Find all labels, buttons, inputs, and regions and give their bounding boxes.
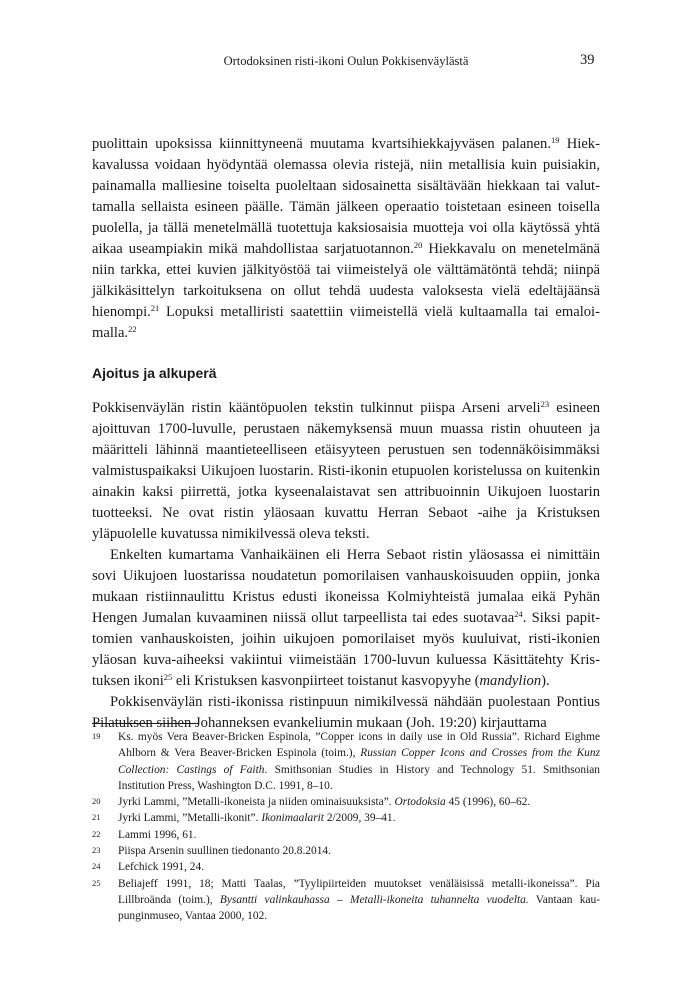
footnote-text (118, 810, 600, 826)
text: Hiekkavalussa voidaan hyödyntää olemassa olevia ristejä, niin metallisia kuin puisiakin, painamalla malliesine toiselta puoleltaan sidosainetta sisältävään hiekkaan tai valuttamalla sellaista esineen päälle. Tämän jälkeen operaatio toistetaan esineen toisella puolella, ja tällä menetelmällä tuotettuja kaksiosaisia muotteja voi olla käytössä yhtä aikaa useampiakin mikä mahdollistaa sarjatuotannon. (92, 136, 600, 257)
section-heading: Ajoitus ja alkuperä (92, 365, 217, 381)
body-paragraph (92, 545, 600, 692)
text: ). (541, 673, 550, 689)
text-italic: mandylion (479, 673, 542, 689)
footnote (92, 876, 600, 925)
footnote (92, 794, 600, 810)
body-paragraph-intro (92, 134, 600, 344)
footnote (92, 810, 600, 826)
footnote-ref[interactable]: 21 (150, 303, 160, 313)
footnote-ref[interactable]: 20 (413, 240, 423, 250)
footnotes (92, 729, 600, 925)
footnote-ref[interactable]: 25 (163, 672, 173, 682)
text: Pokkisenväylän ristin kääntöpuolen tekstin tulkinnut piispa Arseni arveli (92, 400, 541, 416)
text: . Siksi papittomien vanhauskoisten, joihin uikujoen pomorilaiset myös kuuluivat, risti-ikonien yläosan kuva-aiheeksi vakiintui viimeistään 1700-luvun kuluessa Käsittätehty Kristuksen ikoni (92, 610, 601, 689)
text: . Smithsonian Studies in History and Technology 51. Smithsonian Institution Press, Washington D.C. 1991, 8–10. (118, 763, 600, 792)
text: Ks. myös Vera Beaver-Bricken Espinola, ”Copper icons in daily use in Old Russia”. Richard Eighme Ahlborn & Vera Beaver-Bricken Espinola (toim.), (118, 731, 600, 760)
footnote (92, 859, 600, 875)
footnote-number: 20 (92, 796, 101, 807)
footnote-text (118, 876, 600, 925)
page-number: 39 (580, 52, 595, 68)
footnote-ref[interactable]: 23 (540, 399, 550, 409)
text-italic: Ikonimaalarit (261, 812, 324, 825)
text: Piispa Arsenin suullinen tiedonanto 20.8.2014. (118, 845, 331, 858)
text: Lammi 1996, 61. (118, 828, 197, 841)
text: esineen ajoittuvan 1700-luvulle, perustaen näkemyksensä muun muassa ristin ohuuteen ja määritteli lähinnä maantieteelliseen etäisyyteen perustuen sen todennäköisimmäksi valmistuspaikaksi Uikujoen luostarin. Risti-ikonin etupuolen koristelussa on kuitenkin ainakin kaksi piirrettä, jotka kyseenalaistavat sen attribuoinnin Uikujoen luostarin tuotteeksi. Ne ovat ristin yläosaan kuvattu Herran Sebaot -aihe ja Kristuksen yläpuolelle kuvatussa nimikilvessä oleva teksti. (92, 400, 600, 542)
section-body (92, 398, 600, 734)
running-head: Ortodoksinen risti-ikoni Oulun Pokkisenväylästä (223, 54, 469, 68)
footnote-text (118, 859, 600, 875)
text-italic: Russian Copper Icons and Crosses from the Kunz Collection: Castings of Faith (118, 747, 600, 776)
text: puolittain upoksissa kiinnittyneenä muutama kvartsihiekkajyväsen palanen. (92, 136, 551, 152)
footnote-number: 24 (92, 861, 101, 872)
text: Lefchick 1991, 24. (118, 861, 205, 874)
text: 2/2009, 39–41. (323, 812, 396, 825)
footnote-text (118, 827, 600, 843)
footnote-number: 21 (92, 812, 101, 823)
text: Beliajeff 1991, 18; Matti Taalas, ”Tyylipiirteiden muutokset venäläisissä metalli-ikoneissa”. Pia Lillbroända (toim.), (118, 877, 600, 906)
footnote-number: 19 (92, 731, 101, 741)
body-paragraph (92, 398, 600, 545)
footnote (92, 843, 600, 859)
footnote-number: 22 (92, 828, 101, 839)
text: Vantaan kaupunginmuseo, Vantaa 2000, 102. (118, 893, 600, 923)
text: Pokkisenväylän risti-ikonissa ristinpuun nimikilvessä nähdään puolestaan Pontius Pilatuksen siihen Johanneksen evankeliumin mukaan (Joh. 19:20) kirjauttama (92, 694, 600, 731)
footnote-number: 25 (92, 877, 101, 888)
footnote (92, 729, 600, 794)
footnote-text (118, 843, 600, 859)
footnote-number: 23 (92, 845, 101, 856)
body-paragraph (92, 692, 600, 734)
footnote-ref[interactable]: 19 (550, 135, 560, 145)
footnote (92, 827, 600, 843)
text: Jyrki Lammi, ”Metalli-ikoneista ja niiden ominaisuuksista”. (118, 796, 395, 809)
footnote-ref[interactable]: 24 (514, 609, 523, 619)
text-italic: Ortodoksia (394, 796, 446, 809)
text-italic: Bysantti valinkauhassa – Metalli-ikoneita tuhannelta vuodelta. (219, 893, 529, 906)
footnote-text (118, 794, 600, 810)
text: Jyrki Lammi, ”Metalli-ikonit”. (118, 812, 262, 825)
footnote-text (118, 729, 600, 794)
text: Hiekkavalu on menetelmänä niin tarkka, ettei kuvien jälkityöstöä tai viimeistelyä ole välttämätöntä tehdä; niinpä jälkikäsittelyn tarkoituksena on ollut tehdä uudesta valoksesta vielä edeltäjäänsä hienompi. (92, 241, 600, 320)
text: Lopuksi metalliristi saatettiin viimeistellä vielä kultaamalla tai emaloimalla. (92, 304, 600, 341)
footnote-ref[interactable]: 22 (128, 324, 137, 334)
text: eli Kristuksen kasvonpiirteet toistanut kasvopyyhe ( (172, 673, 480, 689)
footnote-separator (92, 723, 199, 724)
text: Enkelten kumartama Vanhaikäinen eli Herra Sebaot ristin yläosassa ei nimittäin sovi Uikujoen luostarissa noudatetun pomorilaisen vanhauskoisuuden oppiin, jonka mukaan ristiinnaulittu Kristus edusti ikoneissa Kolmiyhteistä jumalaa eikä Pyhän Hengen Jumalan kuvaaminen niissä ollut tarpeellista tai edes suotavaa (92, 547, 600, 626)
text: 45 (1996), 60–62. (445, 796, 531, 809)
